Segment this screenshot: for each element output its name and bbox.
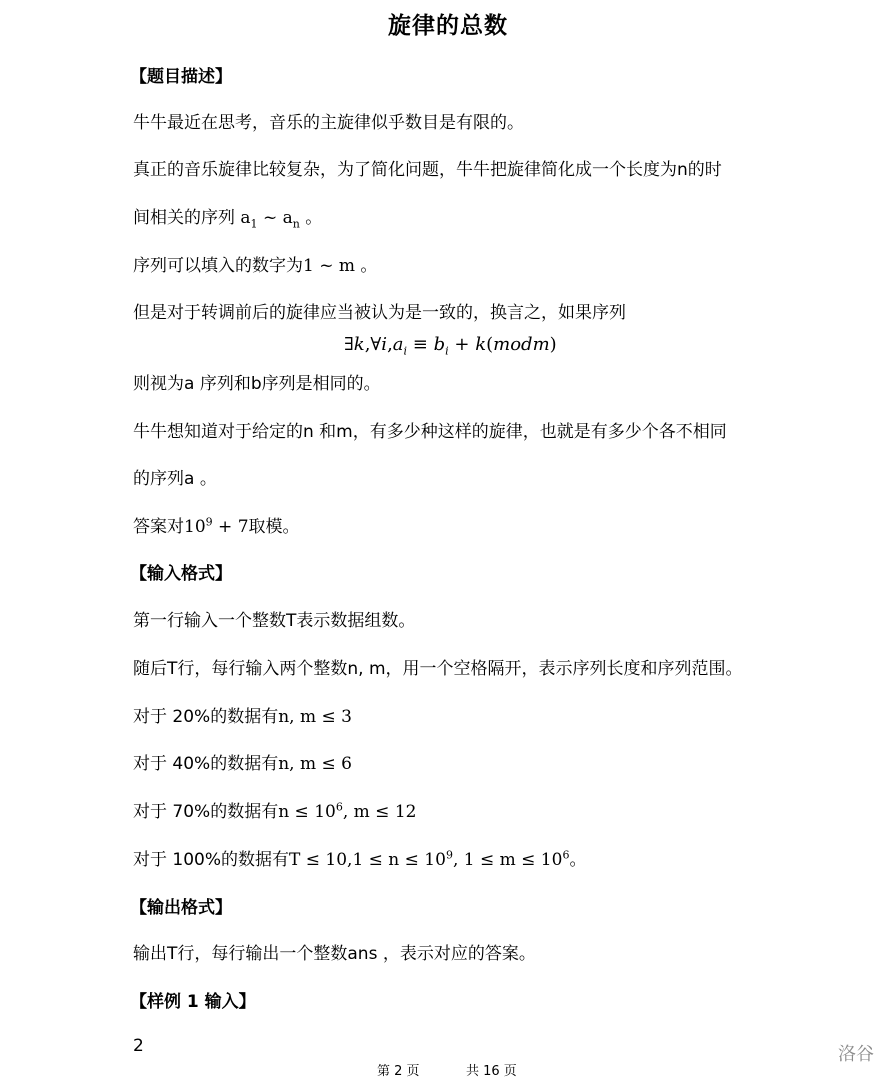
constraint-100-exp1: 9 [445, 848, 453, 862]
description-paragraph-2b [133, 203, 323, 231]
eq-i: i [381, 334, 388, 355]
modulo-exponent: 9 [205, 515, 213, 529]
eq-paren-open: ( [486, 334, 494, 355]
plus-symbol: + [448, 334, 476, 355]
subscript-n: n [292, 217, 300, 231]
exists-symbol: ∃ [344, 334, 354, 355]
description-paragraph-3 [133, 251, 377, 276]
page-title: 旋律的总数 [388, 13, 508, 39]
modulo-end: 取模。 [248, 517, 300, 537]
sequence-a1 [240, 208, 300, 231]
constraint-70-m1: n ≤ 10 [278, 802, 336, 822]
eq-k: k [353, 334, 365, 355]
description-paragraph-5: 则视为a 序列和b序列是相同的。 [133, 374, 381, 394]
luogu-watermark: 洛谷 [838, 1044, 874, 1065]
constraint-70 [133, 797, 416, 822]
sequence-text: 间相关的序列 [133, 208, 241, 228]
forall-symbol: ∀ [370, 334, 382, 355]
input-line-2: 随后T行，每行输入两个整数n, m，用一个空格隔开，表示序列长度和序列范围。 [133, 659, 743, 679]
description-paragraph-6b: 的序列a 。 [133, 469, 217, 489]
range-end: 。 [355, 256, 378, 276]
eq-b: b [433, 334, 446, 355]
footer-total-pages: 共 16 页 [466, 1064, 517, 1079]
constraint-40 [133, 749, 352, 774]
constraint-100-m2: , 1 ≤ m ≤ 10 [452, 850, 563, 870]
constraint-40-math: n, m ≤ 6 [278, 754, 352, 774]
modulo-plus: + 7 [212, 517, 249, 537]
description-paragraph-2a: 真正的音乐旋律比较复杂，为了简化问题，牛牛把旋律简化成一个长度为n的时 [133, 160, 722, 180]
constraint-70-m2: , m ≤ 12 [342, 802, 417, 822]
constraint-100-text: 对于 100%的数据有 [133, 850, 290, 870]
constraint-100-m1: T ≤ 10,1 ≤ n ≤ 10 [289, 850, 446, 870]
constraint-100-math [289, 850, 569, 870]
constraint-70-text: 对于 70%的数据有 [133, 802, 279, 822]
description-paragraph-1: 牛牛最近在思考，音乐的主旋律似乎数目是有限的。 [133, 113, 524, 133]
constraint-70-exp: 6 [335, 800, 343, 814]
constraint-100-end: 。 [569, 850, 587, 870]
description-paragraph-7 [133, 512, 300, 537]
eq-b-sub: i [445, 344, 449, 358]
eq-a-sub: i [403, 344, 408, 358]
eq-mod: modm [493, 334, 550, 355]
equivalence-equation [344, 334, 557, 358]
section-heading-output: 【输出格式】 [130, 898, 232, 918]
constraint-70-math [278, 802, 416, 822]
equiv-symbol: ≡ [407, 334, 434, 355]
constraint-20-math: n, m ≤ 3 [278, 707, 352, 727]
var-a-n: a [282, 208, 293, 228]
sample-value: 2 [133, 1036, 144, 1056]
section-heading-description: 【题目描述】 [130, 67, 232, 87]
section-heading-sample1-input: 【样例 1 输入】 [130, 992, 256, 1012]
description-paragraph-6a: 牛牛想知道对于给定的n 和m，有多少种这样的旋律，也就是有多少个各不相同 [133, 422, 727, 442]
range-text: 序列可以填入的数字为 [133, 256, 303, 276]
eq-a: a [392, 334, 404, 355]
eq-comma-1: , [364, 334, 371, 355]
constraint-20-text: 对于 20%的数据有 [133, 707, 279, 727]
sentence-end: 。 [299, 208, 323, 228]
constraint-20 [133, 702, 352, 727]
section-heading-input: 【输入格式】 [130, 564, 232, 584]
tilde: ~ [257, 208, 283, 228]
constraint-40-text: 对于 40%的数据有 [133, 754, 279, 774]
modulo-base: 10 [184, 517, 206, 537]
footer-page-number: 第 2 页 [377, 1064, 420, 1079]
eq-comma-2: , [387, 334, 393, 355]
description-paragraph-4: 但是对于转调前后的旋律应当被认为是一致的，换言之，如果序列 [133, 303, 626, 323]
modulo-math [184, 517, 249, 537]
eq-k2: k [475, 334, 487, 355]
constraint-100-exp2: 6 [562, 848, 570, 862]
input-line-1: 第一行输入一个整数T表示数据组数。 [133, 611, 416, 631]
range-math: 1 ~ m [303, 256, 355, 276]
output-line-1: 输出T行，每行输出一个整数ans ，表示对应的答案。 [133, 944, 536, 964]
modulo-text: 答案对 [133, 517, 184, 537]
eq-paren-close: ) [549, 334, 557, 355]
var-a: a [240, 208, 251, 228]
subscript-1: 1 [250, 217, 258, 231]
constraint-100 [133, 845, 586, 870]
